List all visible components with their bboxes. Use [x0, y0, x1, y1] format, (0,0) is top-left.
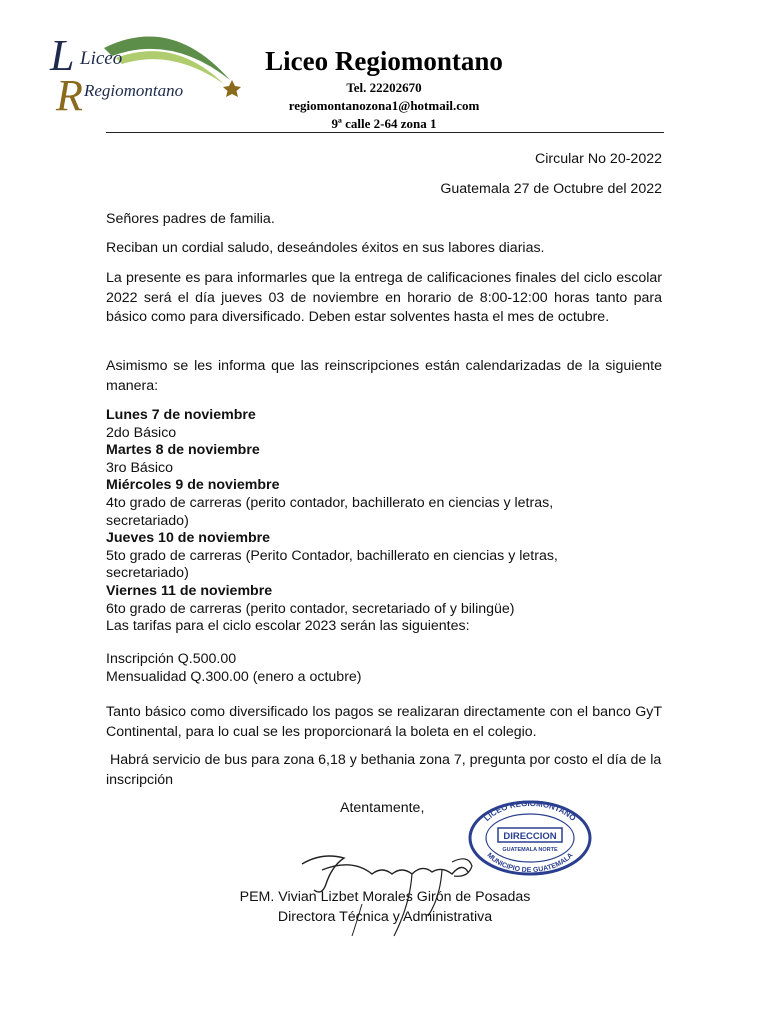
greeting: Reciban un cordial saludo, deseándoles éxitos en sus labores diarias.	[106, 240, 545, 256]
closing: Atentamente,	[340, 800, 425, 816]
school-phone: Tel. 22202670	[346, 80, 422, 95]
svg-text:Liceo: Liceo	[80, 48, 123, 69]
circular-number: Circular No 20-2022	[535, 151, 662, 167]
schedule-grade: 5to grado de carreras (Perito Contador, bachillerato en ciencias y letras,	[106, 547, 558, 564]
fee-inscription: Inscripción Q.500.00	[106, 651, 237, 667]
schedule-grade: 6to grado de carreras (perito contador, secretariado of y bilingüe)	[106, 600, 515, 617]
svg-text:Regiomontano: Regiomontano	[84, 81, 184, 100]
schedule-day: Jueves 10 de noviembre	[106, 530, 271, 547]
school-address: 9ª calle 2-64 zona 1	[331, 116, 437, 131]
paragraph-reinscription: Asimismo se les informa que las reinscripciones están calendarizadas de la siguiente manera:	[106, 358, 662, 394]
schedule-grade: 2do Básico	[106, 424, 177, 441]
svg-text:MUNICIPIO DE GUATEMALA: MUNICIPIO DE GUATEMALA	[485, 851, 575, 875]
school-email: regiomontanozona1@hotmail.com	[288, 98, 480, 113]
fee-monthly: Mensualidad Q.300.00 (enero a octubre)	[106, 669, 362, 685]
schedule-grade-cont: secretariado)	[106, 565, 189, 582]
signer-name: PEM. Vivian Lizbet Morales Girón de Posadas	[239, 889, 531, 905]
fees-intro: Las tarifas para el ciclo escolar 2023 serán las siguientes:	[106, 618, 470, 635]
reinscription-schedule	[106, 407, 662, 636]
header-divider	[106, 132, 664, 133]
schedule-grade: 4to grado de carreras (perito contador, bachillerato en ciencias y letras,	[106, 494, 554, 511]
schedule-day: Viernes 11 de noviembre	[106, 582, 273, 599]
fees-list	[106, 650, 662, 686]
schedule-day: Lunes 7 de noviembre	[106, 407, 256, 423]
svg-text:L: L	[50, 31, 75, 80]
paragraph-grades: La presente es para informarles que la entrega de calificaciones finales del ciclo escolar 2022 será el día jueves 03 de noviembre en horario de 8:00-12:00 horas tanto para básico como para diversificado. Deben estar solventes hasta el mes de octubre.	[106, 270, 662, 326]
svg-text:LICEO REGIOMONTANO: LICEO REGIOMONTANO	[482, 798, 578, 823]
schedule-day: Martes 8 de noviembre	[106, 442, 260, 459]
schedule-grade-cont: secretariado)	[106, 512, 189, 529]
schedule-grade: 3ro Básico	[106, 459, 174, 476]
svg-text:DIRECCION: DIRECCION	[503, 831, 557, 842]
signer-title: Directora Técnica y Administrativa	[277, 909, 493, 925]
salutation: Señores padres de familia.	[106, 211, 275, 227]
paragraph-payments: Tanto básico como diversificado los pagos se realizaran directamente con el banco GyT Continental, para lo cual se les proporcionará la boleta en el colegio.	[106, 704, 662, 740]
paragraph-bus: Habrá servicio de bus para zona 6,18 y bethania zona 7, pregunta por costo el día de la inscripción	[106, 752, 666, 788]
school-logo	[42, 18, 242, 118]
svg-text:GUATEMALA NORTE: GUATEMALA NORTE	[502, 847, 558, 853]
schedule-day: Miércoles 9 de noviembre	[106, 477, 280, 494]
school-name: Liceo Regiomontano	[265, 46, 503, 76]
svg-text:R: R	[56, 71, 83, 118]
letter-date: Guatemala 27 de Octubre del 2022	[440, 181, 662, 197]
